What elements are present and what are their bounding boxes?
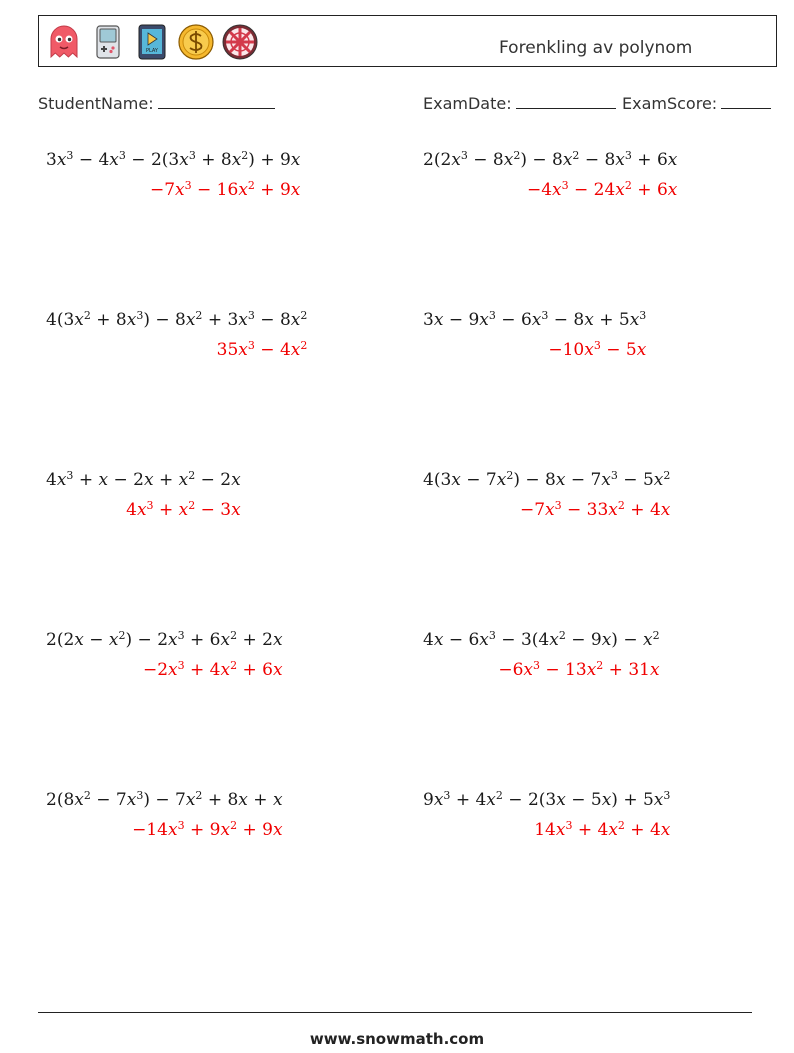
problem-item	[46, 148, 301, 200]
header-icons	[45, 21, 259, 63]
problem-answer: $-14x^3 + 9x^2 + 9x$	[132, 818, 283, 840]
problem-item	[423, 148, 678, 200]
gameboy-icon	[89, 23, 127, 61]
exam-date-label: ExamDate:	[423, 94, 512, 113]
student-name-label: StudentName:	[38, 94, 154, 113]
problem-expression: $2(2x - x^2) - 2x^3 + 6x^2 + 2x$	[46, 628, 283, 650]
problem-answer: $-7x^3 - 16x^2 + 9x$	[149, 178, 301, 200]
problem-item	[423, 308, 647, 360]
worksheet-title: Forenkling av polynom	[499, 38, 693, 58]
problem-expression: $3x - 9x^3 - 6x^3 - 8x + 5x^3$	[423, 308, 647, 330]
problem-expression: $4x^3 + x - 2x + x^2 - 2x$	[46, 468, 241, 490]
student-name-blank[interactable]	[158, 94, 275, 109]
problem-answer: $-10x^3 - 5x$	[548, 338, 647, 360]
student-name-field[interactable]	[38, 94, 275, 113]
problem-item	[46, 628, 283, 680]
problem-expression: $4(3x^2 + 8x^3) - 8x^2 + 3x^3 - 8x^2$	[46, 308, 308, 330]
dartboard-icon	[221, 23, 259, 61]
problem-item	[423, 468, 671, 520]
problem-expression: $2(2x^3 - 8x^2) - 8x^2 - 8x^3 + 6x$	[423, 148, 678, 170]
problem-item	[423, 628, 660, 680]
tablet-play-icon	[133, 23, 171, 61]
ghost-icon	[45, 23, 83, 61]
problem-item	[46, 308, 308, 360]
problem-expression: $9x^3 + 4x^2 - 2(3x - 5x) + 5x^3$	[423, 788, 671, 810]
problem-item	[46, 468, 241, 520]
problem-answer: $-4x^3 - 24x^2 + 6x$	[526, 178, 678, 200]
problem-expression: $4(3x - 7x^2) - 8x - 7x^3 - 5x^2$	[423, 468, 671, 490]
problem-answer: $35x^3 - 4x^2$	[216, 338, 308, 360]
exam-score-blank[interactable]	[721, 94, 771, 109]
footer-url: www.snowmath.com	[309, 1030, 485, 1048]
problem-answer: $14x^3 + 4x^2 + 4x$	[534, 818, 671, 840]
problem-answer: $4x^3 + x^2 - 3x$	[126, 498, 241, 520]
problem-expression: $4x - 6x^3 - 3(4x^2 - 9x) - x^2$	[423, 628, 660, 650]
problem-expression: $2(8x^2 - 7x^3) - 7x^2 + 8x + x$	[46, 788, 283, 810]
worksheet-header	[38, 15, 777, 67]
problem-item	[423, 788, 671, 840]
problem-answer: $-6x^3 - 13x^2 + 31x$	[498, 658, 660, 680]
exam-score-field[interactable]	[622, 94, 771, 113]
problem-answer: $-7x^3 - 33x^2 + 4x$	[519, 498, 671, 520]
problem-answer: $-2x^3 + 4x^2 + 6x$	[142, 658, 283, 680]
problem-item	[46, 788, 283, 840]
exam-score-label: ExamScore:	[622, 94, 718, 113]
exam-date-blank[interactable]	[516, 94, 616, 109]
svg-text:PLAY: PLAY	[145, 48, 159, 54]
problem-expression: $3x^3 - 4x^3 - 2(3x^3 + 8x^2) + 9x$	[46, 148, 301, 170]
dollar-coin-icon	[177, 23, 215, 61]
exam-date-field[interactable]	[423, 94, 616, 113]
footer-divider	[38, 1012, 752, 1013]
